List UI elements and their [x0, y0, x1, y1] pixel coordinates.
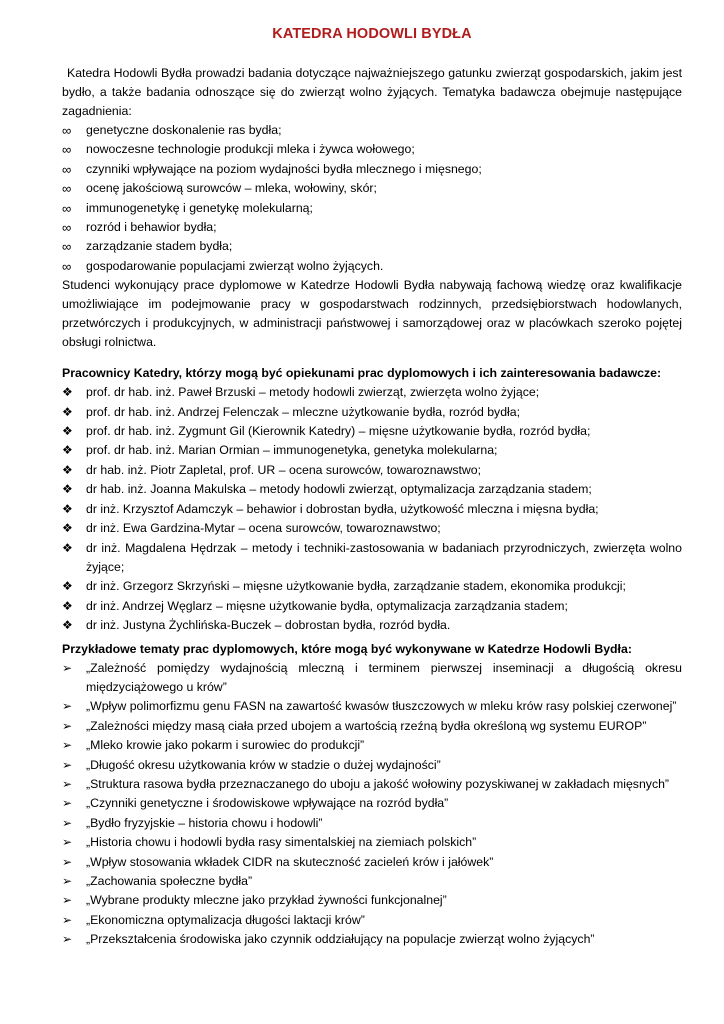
thesis-list-item-text: „Wpływ polimorfizmu genu FASN na zawartość kwasów tłuszczowych w mleku krów rasy polskiej czerwonej” — [86, 699, 677, 714]
arrow-bullet-icon: ➢ — [62, 776, 73, 791]
topic-list-item — [62, 257, 682, 276]
infinity-bullet-icon: ∞ — [62, 161, 72, 177]
arrow-bullet-icon: ➢ — [62, 757, 73, 772]
thesis-list-item — [62, 891, 682, 910]
thesis-list-item-text: „Zależności między masą ciała przed ubojem a wartością rzeźną bydła określoną wg systemu EUROP” — [86, 718, 647, 733]
thesis-list-item — [62, 833, 682, 852]
arrow-bullet-icon: ➢ — [62, 738, 73, 753]
staff-list-item-text: prof. dr hab. inż. Paweł Brzuski – metody hodowli zwierząt, zwierzęta wolno żyjące; — [86, 385, 540, 400]
topic-list-item-text: rozród i behawior bydła; — [86, 220, 217, 235]
topic-list-item-text: gospodarowanie populacjami zwierząt wolno żyjących. — [86, 258, 384, 273]
page-title: KATEDRA HODOWLI BYDŁA — [272, 26, 472, 42]
staff-list-item-text: dr inż. Grzegorz Skrzyński – mięsne użytkowanie bydła, zarządzanie stadem, ekonomika produkcji; — [86, 579, 626, 594]
thesis-list-item — [62, 853, 682, 872]
arrow-bullet-icon: ➢ — [62, 893, 73, 908]
thesis-list-item — [62, 794, 682, 813]
staff-list-item-text: dr hab. inż. Piotr Zapletal, prof. UR – ocena surowców, towaroznawstwo; — [86, 462, 482, 477]
intro-paragraph: Katedra Hodowli Bydła prowadzi badania dotyczące najważniejszego gatunku zwierząt gospodarskich, jakim jest bydło, a także badania odnoszące się do zwierząt wolno żyjących. Tematyka badawcza obejmuje następujące zagadnienia: — [62, 66, 682, 118]
thesis-list-item-text: „Struktura rasowa bydła przeznaczanego do uboju a jakość wołowiny pozyskiwanej w zakładach mięsnych” — [86, 776, 670, 791]
arrow-bullet-icon: ➢ — [62, 660, 73, 675]
thesis-list-item — [62, 930, 682, 949]
topic-list-item — [62, 199, 682, 218]
infinity-bullet-icon: ∞ — [62, 123, 72, 138]
arrow-bullet-icon: ➢ — [62, 874, 73, 888]
diamond-bullet-icon: ❖ — [62, 579, 73, 594]
staff-list-item-text: dr inż. Ewa Gardzina-Mytar – ocena surowców, towaroznawstwo; — [86, 521, 441, 536]
staff-list-item-text: dr inż. Magdalena Hędrzak – metody i techniki-zastosowania w badaniach przyrodniczych, zwierzęta wolno żyjące; — [86, 540, 682, 574]
topic-list-item — [62, 140, 682, 159]
staff-list-item — [62, 383, 682, 402]
staff-list-item-text: dr inż. Andrzej Węglarz – mięsne użytkowanie bydła, optymalizacja zarządzania stadem; — [86, 598, 568, 613]
diamond-bullet-icon: ❖ — [62, 443, 73, 458]
diamond-bullet-icon: ❖ — [62, 521, 73, 536]
staff-list-item — [62, 441, 682, 460]
arrow-bullet-icon: ➢ — [62, 912, 73, 927]
arrow-bullet-icon: ➢ — [62, 699, 73, 714]
staff-list-item — [62, 577, 682, 596]
staff-list-item — [62, 403, 682, 422]
diamond-bullet-icon: ❖ — [62, 385, 73, 400]
diamond-bullet-icon: ❖ — [62, 482, 73, 497]
topic-list-item — [62, 237, 682, 256]
infinity-bullet-icon: ∞ — [62, 200, 72, 216]
theses-heading: Przykładowe tematy prac dyplomowych, które mogą być wykonywane w Katedrze Hodowli Bydła: — [62, 641, 632, 656]
staff-list-item-text: prof. dr hab. inż. Zygmunt Gil (Kierownik Katedry) – mięsne użytkowanie bydła, rozród bydła; — [86, 424, 591, 439]
topic-list-item-text: nowoczesne technologie produkcji mleka i żywca wołowego; — [86, 142, 415, 157]
topic-list-item-text: genetyczne doskonalenie ras bydła; — [86, 123, 282, 137]
topic-list-item-text: ocenę jakościową surowców – mleka, wołowiny, skór; — [86, 181, 377, 196]
staff-list — [62, 383, 682, 635]
infinity-bullet-icon: ∞ — [62, 239, 72, 255]
diamond-bullet-icon: ❖ — [62, 501, 73, 516]
document-page — [62, 26, 682, 950]
topics-list — [62, 121, 682, 276]
staff-heading: Pracownicy Katedry, którzy mogą być opiekunami prac dyplomowych i ich zainteresowania badawcze: — [62, 366, 662, 381]
staff-list-item-text: dr inż. Krzysztof Adamczyk – behawior i dobrostan bydła, użytkowość mleczna i mięsna bydła; — [86, 501, 599, 516]
thesis-list-item-text: „Zależność pomiędzy wydajnością mleczną i terminem pierwszej inseminacji a długością okresu międzyciążowego u krów” — [86, 660, 682, 694]
thesis-list-item-text: „Czynniki genetyczne i środowiskowe wpływające na rozród bydła” — [86, 796, 449, 811]
staff-list-item-text: dr inż. Justyna Żychlińska-Buczek – dobrostan bydła, rozród bydła. — [86, 618, 451, 633]
thesis-list-item-text: „Historia chowu i hodowli bydła rasy simentalskiej na ziemiach polskich” — [86, 835, 477, 850]
infinity-bullet-icon: ∞ — [62, 220, 72, 236]
staff-list-item — [62, 461, 682, 480]
students-paragraph: Studenci wykonujący prace dyplomowe w Katedrze Hodowli Bydła nabywają fachową wiedzę oraz kwalifikacje umożliwiające im podejmowanie pracy w gospodarstwach rodzinnych, przedsiębiorstwach hodowlanych, przetwórczych i produkcyjnych, w administracji państwowej i samorządowej oraz w placówkach szeroko pojętej obsługi rolnictwa. — [62, 278, 682, 350]
arrow-bullet-icon: ➢ — [62, 718, 73, 733]
topic-list-item-text: immunogenetykę i genetykę molekularną; — [86, 200, 313, 215]
thesis-list-item — [62, 911, 682, 930]
staff-list-item — [62, 422, 682, 441]
staff-list-item-text: prof. dr hab. inż. Marian Ormian – immunogenetyka, genetyka molekularna; — [86, 443, 498, 458]
staff-list-item — [62, 616, 682, 635]
thesis-list-item-text: „Bydło fryzyjskie – historia chowu i hodowli” — [86, 815, 323, 830]
theses-list — [62, 659, 682, 950]
diamond-bullet-icon: ❖ — [62, 598, 73, 613]
thesis-list-item — [62, 697, 682, 716]
thesis-list-item-text: „Mleko krowie jako pokarm i surowiec do produkcji” — [86, 738, 365, 753]
topic-list-item — [62, 218, 682, 237]
staff-list-item — [62, 519, 682, 538]
diamond-bullet-icon: ❖ — [62, 462, 73, 477]
thesis-list-item — [62, 659, 682, 698]
topic-list-item-text: zarządzanie stadem bydła; — [86, 239, 233, 254]
topic-list-item — [62, 160, 682, 179]
arrow-bullet-icon: ➢ — [62, 932, 73, 947]
thesis-list-item — [62, 756, 682, 775]
staff-list-item — [62, 500, 682, 519]
staff-list-item — [62, 480, 682, 499]
thesis-list-item-text: „Zachowania społeczne bydła” — [86, 874, 253, 888]
arrow-bullet-icon: ➢ — [62, 835, 73, 850]
thesis-list-item — [62, 736, 682, 755]
staff-list-item-text: prof. dr hab. inż. Andrzej Felenczak – mleczne użytkowanie bydła, rozród bydła; — [86, 404, 521, 419]
thesis-list-item — [62, 717, 682, 736]
arrow-bullet-icon: ➢ — [62, 854, 73, 869]
topic-list-item-text: czynniki wpływające na poziom wydajności bydła mlecznego i mięsnego; — [86, 161, 482, 176]
thesis-list-item — [62, 872, 682, 891]
thesis-list-item-text: „Wybrane produkty mleczne jako przykład żywności funkcjonalnej” — [86, 893, 447, 908]
arrow-bullet-icon: ➢ — [62, 796, 73, 811]
infinity-bullet-icon: ∞ — [62, 181, 72, 197]
staff-list-item — [62, 539, 682, 578]
topic-list-item — [62, 121, 682, 140]
infinity-bullet-icon: ∞ — [62, 142, 72, 158]
diamond-bullet-icon: ❖ — [62, 618, 73, 633]
thesis-list-item — [62, 814, 682, 833]
staff-list-item — [62, 597, 682, 616]
thesis-list-item-text: „Ekonomiczna optymalizacja długości laktacji krów” — [86, 912, 365, 927]
staff-list-item-text: dr hab. inż. Joanna Makulska – metody hodowli zwierząt, optymalizacja zarządzania stadem; — [86, 482, 592, 497]
topic-list-item — [62, 179, 682, 198]
thesis-list-item-text: „Przekształcenia środowiska jako czynnik oddziałujący na populacje zwierząt wolno żyjących” — [86, 932, 595, 947]
thesis-list-item-text: „Wpływ stosowania wkładek CIDR na skuteczność zacieleń krów i jałówek” — [86, 854, 494, 869]
arrow-bullet-icon: ➢ — [62, 815, 73, 830]
thesis-list-item-text: „Długość okresu użytkowania krów w stadzie o dużej wydajności” — [86, 757, 441, 772]
infinity-bullet-icon: ∞ — [62, 258, 72, 274]
diamond-bullet-icon: ❖ — [62, 404, 73, 419]
diamond-bullet-icon: ❖ — [62, 540, 73, 555]
thesis-list-item — [62, 775, 682, 794]
diamond-bullet-icon: ❖ — [62, 424, 73, 439]
